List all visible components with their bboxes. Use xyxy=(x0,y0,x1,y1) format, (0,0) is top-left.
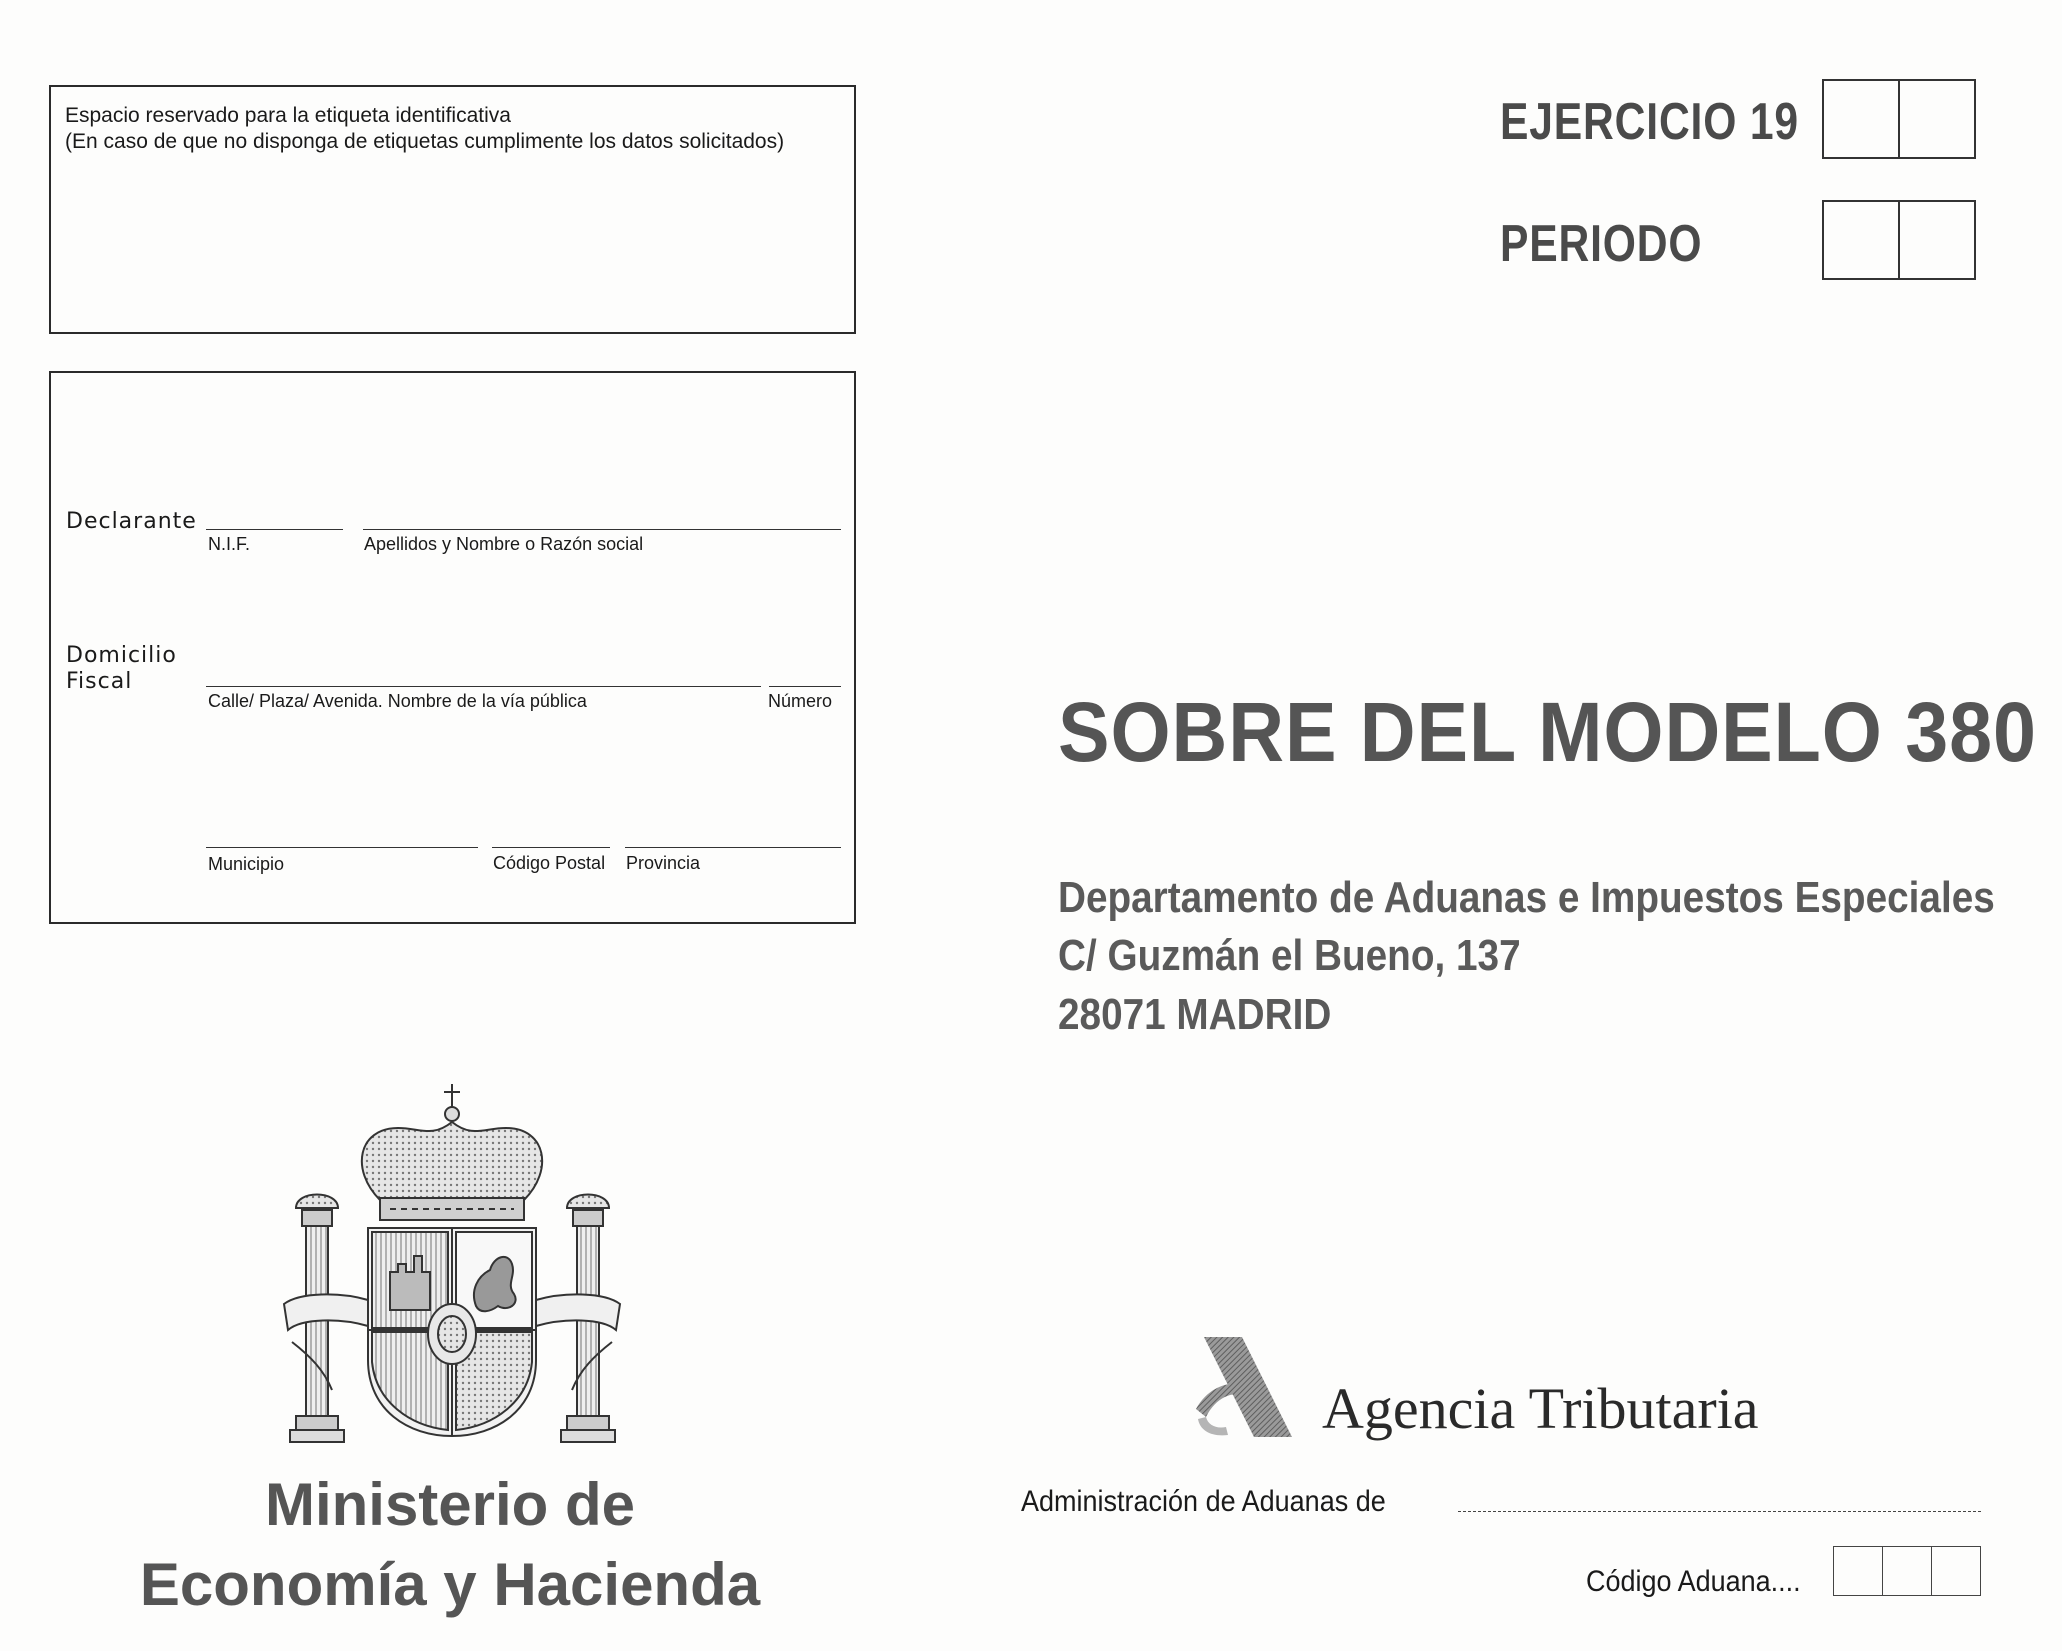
ejercicio-label: EJERCICIO 19 xyxy=(1500,93,1799,151)
admin-aduanas-label: Administración de Aduanas de xyxy=(1021,1485,1386,1518)
number-caption: Número xyxy=(768,691,833,711)
label-reserved-box xyxy=(49,85,856,334)
street-caption: Calle/ Plaza/ Avenida. Nombre de la vía pública xyxy=(208,691,587,711)
agency-name: Agencia Tributaria xyxy=(1322,1376,1759,1441)
codigo-digit-1[interactable] xyxy=(1834,1547,1882,1595)
fiscal-label: Fiscal xyxy=(66,669,133,694)
street-line[interactable] xyxy=(206,686,761,687)
address-line-3: 28071 MADRID xyxy=(1058,990,1332,1039)
nif-line[interactable] xyxy=(206,529,343,530)
periodo-input-box[interactable] xyxy=(1822,200,1976,280)
admin-aduanas-line[interactable] xyxy=(1458,1511,1981,1512)
name-caption: Apellidos y Nombre o Razón social xyxy=(364,534,644,554)
codigo-aduana-label: Código Aduana.... xyxy=(1586,1565,1801,1598)
municipio-caption: Municipio xyxy=(208,854,285,874)
cp-line[interactable] xyxy=(492,847,610,848)
address-line-2: C/ Guzmán el Bueno, 137 xyxy=(1058,931,1521,980)
provincia-line[interactable] xyxy=(625,847,841,848)
label-instructions-text: (En caso de que no disponga de etiquetas cumplimente los datos solicitados) xyxy=(65,130,785,153)
provincia-caption: Provincia xyxy=(626,853,701,873)
spain-coat-of-arms-icon xyxy=(280,1080,625,1455)
declarant-box xyxy=(49,371,856,924)
ejercicio-digit-1[interactable] xyxy=(1824,81,1898,157)
municipio-line[interactable] xyxy=(206,847,478,848)
periodo-label: PERIODO xyxy=(1500,215,1703,273)
number-line[interactable] xyxy=(769,686,841,687)
ministry-line-1: Ministerio de xyxy=(264,1471,636,1538)
cp-caption: Código Postal xyxy=(493,853,606,873)
name-line[interactable] xyxy=(363,529,841,530)
nif-caption: N.I.F. xyxy=(208,534,251,554)
label-reserved-text: Espacio reservado para la etiqueta identificativa xyxy=(65,104,511,127)
codigo-aduana-box[interactable] xyxy=(1833,1546,1981,1596)
declarante-label: Declarante xyxy=(66,509,197,534)
address-line-1: Departamento de Aduanas e Impuestos Especiales xyxy=(1058,873,1995,922)
ejercicio-digit-2[interactable] xyxy=(1898,81,1974,157)
ejercicio-input-box[interactable] xyxy=(1822,79,1976,159)
codigo-digit-3[interactable] xyxy=(1931,1547,1980,1595)
periodo-digit-1[interactable] xyxy=(1824,202,1898,278)
ministry-line-2: Economía y Hacienda xyxy=(139,1551,761,1618)
periodo-digit-2[interactable] xyxy=(1898,202,1974,278)
page-title: SOBRE DEL MODELO 380 xyxy=(1058,685,2037,779)
agencia-tributaria-logo-icon xyxy=(1190,1335,1310,1440)
codigo-digit-2[interactable] xyxy=(1882,1547,1931,1595)
domicilio-label: Domicilio xyxy=(66,643,177,668)
